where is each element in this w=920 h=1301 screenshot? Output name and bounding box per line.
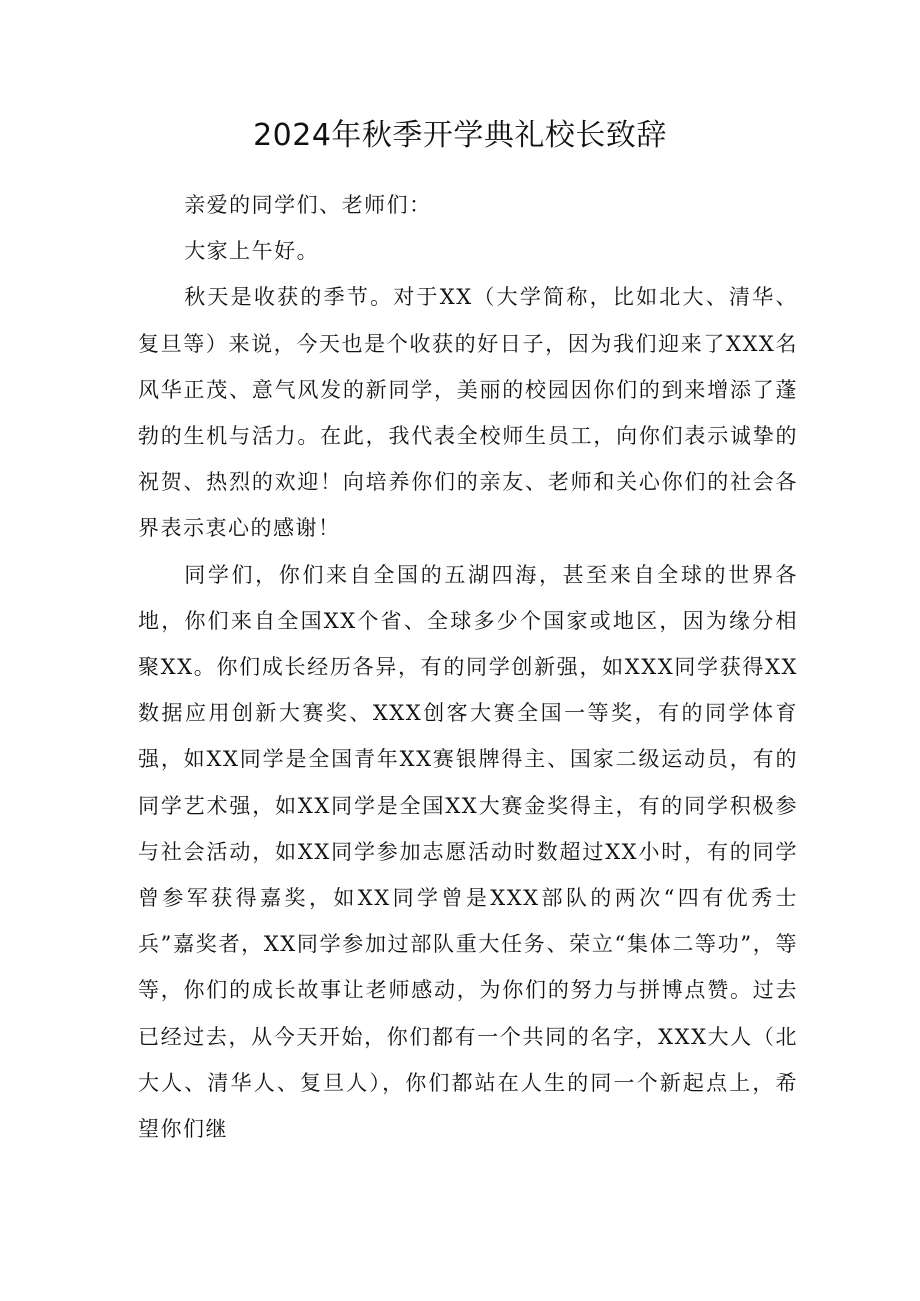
- body-paragraph: 同学们，你们来自全国的五湖四海，甚至来自全球的世界各地，你们来自全国XX个省、全球多少个国家或地区，因为缘分相聚XX。你们成长经历各异，有的同学创新强，如XXX同学获得XX数据应用创新大赛奖、XXX创客大赛全国一等奖，有的同学体育强，如XX同学是全国青年XX赛银牌得主、国家二级运动员，有的同学艺术强，如XX同学是全国XX大赛金奖得主，有的同学积极参与社会活动，如XX同学参加志愿活动时数超过XX小时，有的同学曾参军获得嘉奖，如XX同学曾是XXX部队的两次“四有优秀士兵”嘉奖者，XX同学参加过部队重大任务、荣立“集体二等功”，等等，你们的成长故事让老师感动，为你们的努力与拼博点赞。过去已经过去，从今天开始，你们都有一个共同的名字，XXX大人（北大人、清华人、复旦人），你们都站在人生的同一个新起点上，希望你们继: [138, 562, 798, 1142]
- document-title: 2024年秋季开学典礼校长致辞: [253, 118, 667, 153]
- body-paragraph: 秋天是收获的季节。对于XX（大学简称，比如北大、清华、复旦等）来说，今天也是个收获的好日子，因为我们迎来了XXX名风华正茂、意气风发的新同学，美丽的校园因你们的到来增添了蓬勃的生机与活力。在此，我代表全校师生员工，向你们表示诚挚的祝贺、热烈的欢迎！向培养你们的亲友、老师和关心你们的社会各界表示衷心的感谢！: [138, 285, 798, 541]
- salutation-paragraph: 亲爱的同学们、老师们：: [184, 193, 432, 217]
- document-body: [138, 182, 798, 1152]
- greeting-paragraph: 大家上午好。: [184, 239, 320, 264]
